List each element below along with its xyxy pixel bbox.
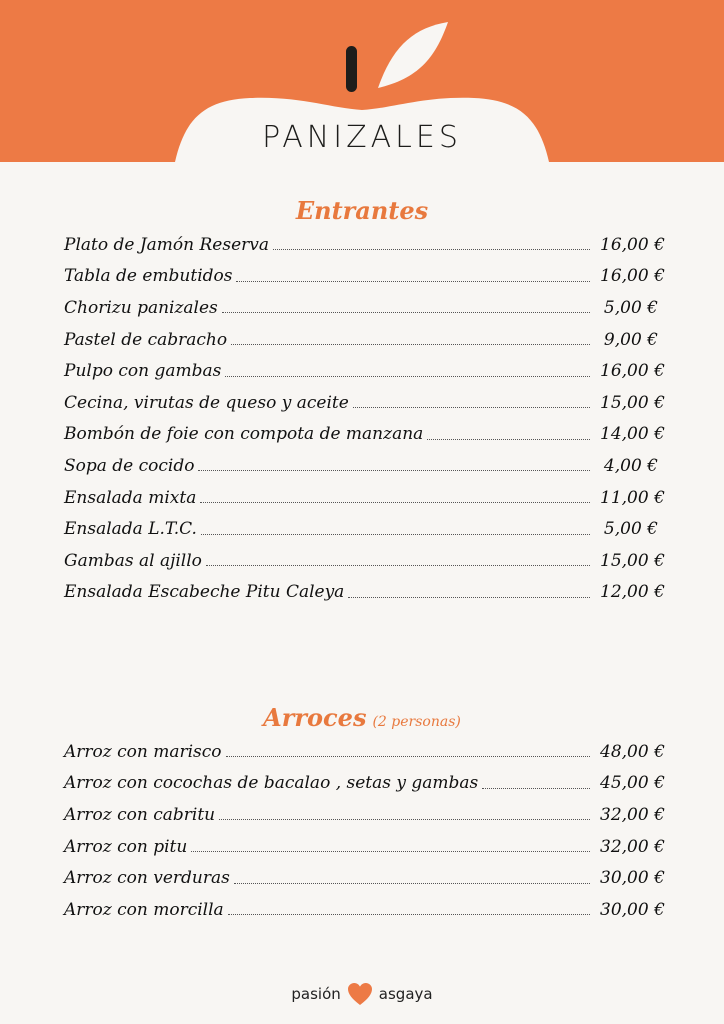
menu-item-name: Gambas al ajillo xyxy=(64,550,202,571)
dotted-leader xyxy=(225,376,590,377)
menu-item xyxy=(64,831,665,863)
menu-item-name: Tabla de embutidos xyxy=(64,266,233,287)
menu-item-price: 30,00 € xyxy=(600,868,665,889)
menu-item-name: Arroz con verduras xyxy=(64,868,230,889)
menu-item xyxy=(64,229,665,261)
dotted-leader xyxy=(200,502,590,503)
menu-item-price: 30,00 € xyxy=(600,899,665,920)
menu-item xyxy=(64,324,658,356)
menu-item-name: Arroz con cabritu xyxy=(64,804,216,825)
menu-item xyxy=(64,577,665,609)
menu-item xyxy=(64,450,658,482)
menu-item-price: 11,00 € xyxy=(600,487,665,508)
menu-item-name: Pulpo con gambas xyxy=(64,361,222,382)
menu-item-price: 14,00 € xyxy=(600,424,665,445)
dotted-leader xyxy=(222,312,590,313)
menu-item-name: Ensalada mixta xyxy=(64,487,197,508)
menu-item xyxy=(64,894,665,926)
dotted-leader xyxy=(206,565,590,566)
dotted-leader xyxy=(234,883,590,884)
menu-item-name: Arroz con marisco xyxy=(64,741,222,762)
menu-item-price: 15,00 € xyxy=(600,392,665,413)
menu-item-name: Arroz con morcilla xyxy=(64,899,224,920)
menu-item xyxy=(64,387,665,419)
dotted-leader xyxy=(427,439,590,440)
dotted-leader xyxy=(191,851,590,852)
menu-item-price: 32,00 € xyxy=(600,804,665,825)
menu-item xyxy=(64,419,665,451)
menu-item-name: Arroz con cocochas de bacalao , setas y gambas xyxy=(64,773,479,794)
dotted-leader xyxy=(348,597,590,598)
menu-item xyxy=(64,545,665,577)
menu-item xyxy=(64,513,658,545)
entrantes-list xyxy=(64,229,665,608)
dotted-leader xyxy=(273,249,590,250)
footer-right-text: asgaya xyxy=(378,985,433,1003)
section-title-entrantes xyxy=(0,196,724,225)
menu-item xyxy=(64,736,665,768)
menu-item-price: 9,00 € xyxy=(603,329,658,350)
menu-item-price: 5,00 € xyxy=(603,519,658,540)
menu-item-price: 16,00 € xyxy=(600,361,665,382)
menu-item-price: 12,00 € xyxy=(600,582,665,603)
menu-item xyxy=(64,768,665,800)
brand-name: PANIZALES xyxy=(262,120,462,155)
menu-item xyxy=(64,799,665,831)
menu-item-price: 45,00 € xyxy=(600,773,665,794)
menu-item-price: 48,00 € xyxy=(600,741,665,762)
menu-item-name: Plato de Jamón Reserva xyxy=(64,234,269,255)
section-title-arroces xyxy=(0,703,724,732)
menu-item-name: Ensalada Escabeche Pitu Caleya xyxy=(64,582,345,603)
menu-item-price: 16,00 € xyxy=(600,266,665,287)
arroces-subtitle: (2 personas) xyxy=(372,714,461,730)
menu-item xyxy=(64,292,658,324)
dotted-leader xyxy=(231,344,590,345)
menu-item-name: Ensalada L.T.C. xyxy=(64,519,197,540)
heart-icon xyxy=(347,982,373,1006)
menu-item-name: Cecina, virutas de queso y aceite xyxy=(64,392,349,413)
dotted-leader xyxy=(226,756,590,757)
dotted-leader xyxy=(228,914,590,915)
menu-item xyxy=(64,261,665,293)
menu-item xyxy=(64,862,665,894)
menu-item-price: 16,00 € xyxy=(600,234,665,255)
menu-item-price: 5,00 € xyxy=(603,297,658,318)
entrantes-title: Entrantes xyxy=(295,196,429,225)
dotted-leader xyxy=(482,788,590,789)
menu-item xyxy=(64,355,665,387)
dotted-leader xyxy=(198,470,590,471)
footer-logo xyxy=(0,982,724,1006)
menu-item-name: Pastel de cabracho xyxy=(64,329,228,350)
menu-item-price: 32,00 € xyxy=(600,836,665,857)
menu-item-name: Chorizu panizales xyxy=(64,297,218,318)
menu-item-name: Sopa de cocido xyxy=(64,455,195,476)
menu-item xyxy=(64,482,665,514)
dotted-leader xyxy=(201,534,590,535)
footer-left-text: pasión xyxy=(291,985,341,1003)
menu-item-price: 15,00 € xyxy=(600,550,665,571)
header-banner xyxy=(0,0,724,162)
dotted-leader xyxy=(353,407,590,408)
dotted-leader xyxy=(219,819,590,820)
dotted-leader xyxy=(236,281,590,282)
arroces-list xyxy=(64,736,665,926)
menu-item-name: Arroz con pitu xyxy=(64,836,188,857)
menu-item-name: Bombón de foie con compota de manzana xyxy=(64,424,424,445)
arroces-title: Arroces xyxy=(263,703,367,732)
menu-item-price: 4,00 € xyxy=(603,455,658,476)
